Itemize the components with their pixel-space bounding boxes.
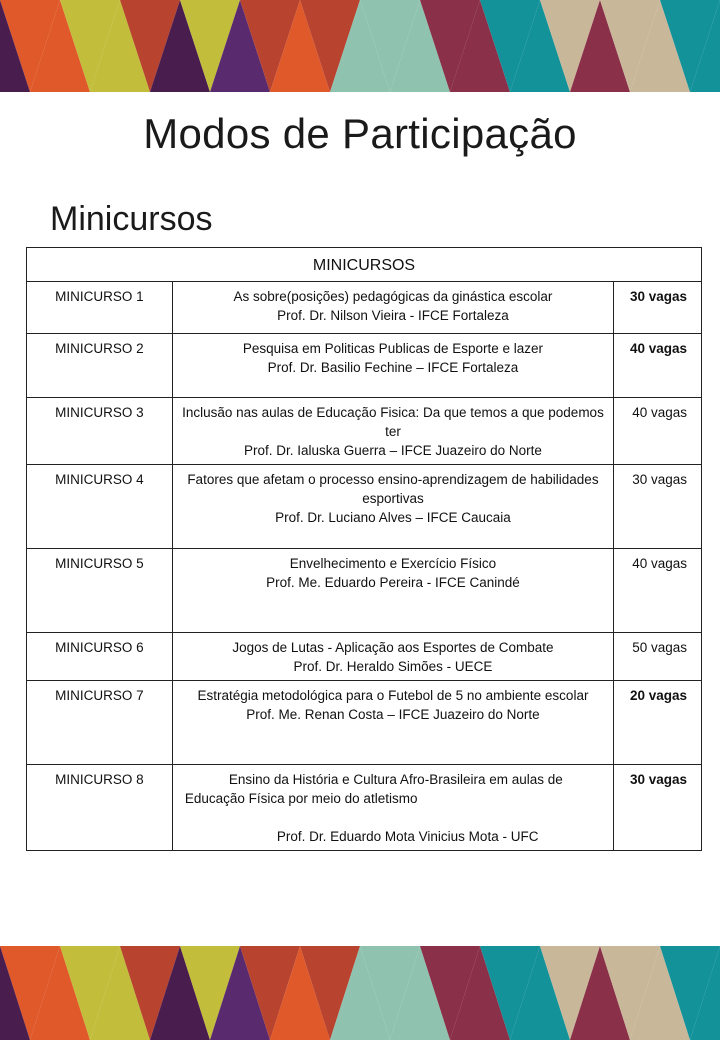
table-row	[27, 282, 702, 334]
course-description	[172, 398, 613, 465]
course-description	[172, 681, 613, 765]
course-name: MINICURSO 7	[27, 681, 173, 765]
course-description	[172, 765, 613, 851]
course-description	[172, 334, 613, 398]
course-instructor: Prof. Me. Eduardo Pereira - IFCE Canindé	[266, 575, 520, 590]
course-description	[172, 549, 613, 633]
course-description	[172, 633, 613, 681]
course-vagas: 30 vagas	[614, 282, 702, 334]
course-name: MINICURSO 2	[27, 334, 173, 398]
course-vagas: 30 vagas	[614, 765, 702, 851]
course-name: MINICURSO 4	[27, 465, 173, 549]
course-instructor: Prof. Dr. Ialuska Guerra – IFCE Juazeiro do Norte	[244, 443, 542, 458]
course-instructor: Prof. Dr. Eduardo Mota Vinicius Mota - UFC	[276, 829, 539, 844]
course-title: Ensino da História e Cultura Afro-Brasileira em aulas de Educação Física por meio do atletismo	[184, 772, 563, 806]
course-vagas: 50 vagas	[614, 633, 702, 681]
course-vagas: 40 vagas	[614, 398, 702, 465]
course-title: Inclusão nas aulas de Educação Fisica: Da que temos a que podemos ter	[182, 405, 604, 439]
top-decorative-banner	[0, 0, 720, 92]
triangle-pattern-top	[0, 0, 720, 92]
table-row	[27, 765, 702, 851]
course-title: Jogos de Lutas - Aplicação aos Esportes de Combate	[232, 640, 554, 655]
course-title: Estratégia metodológica para o Futebol de 5 no ambiente escolar	[197, 688, 589, 703]
course-instructor: Prof. Me. Renan Costa – IFCE Juazeiro do Norte	[246, 707, 540, 722]
triangle-pattern-bottom	[0, 946, 720, 1040]
minicursos-table	[26, 247, 702, 851]
table-row	[27, 465, 702, 549]
course-instructor: Prof. Dr. Luciano Alves – IFCE Caucaia	[275, 510, 511, 525]
course-vagas: 30 vagas	[614, 465, 702, 549]
course-name: MINICURSO 5	[27, 549, 173, 633]
table-header: MINICURSOS	[27, 248, 702, 282]
course-name: MINICURSO 8	[27, 765, 173, 851]
course-name: MINICURSO 3	[27, 398, 173, 465]
table-row	[27, 633, 702, 681]
page-title: Modos de Participação	[143, 110, 577, 157]
table-header-row	[27, 248, 702, 282]
course-title: As sobre(posições) pedagógicas da ginástica escolar	[233, 289, 553, 304]
course-vagas: 40 vagas	[614, 549, 702, 633]
section-heading: Minicursos	[50, 200, 213, 238]
course-title: Envelhecimento e Exercício Físico	[289, 556, 497, 571]
course-instructor: Prof. Dr. Heraldo Simões - UECE	[293, 659, 493, 674]
course-vagas: 20 vagas	[614, 681, 702, 765]
course-title: Fatores que afetam o processo ensino-aprendizagem de habilidades esportivas	[187, 472, 599, 506]
course-description	[172, 282, 613, 334]
course-name: MINICURSO 6	[27, 633, 173, 681]
course-title: Pesquisa em Politicas Publicas de Esporte e lazer	[242, 341, 544, 356]
table-row	[27, 549, 702, 633]
course-instructor: Prof. Dr. Basilio Fechine – IFCE Fortaleza	[267, 360, 519, 375]
course-name: MINICURSO 1	[27, 282, 173, 334]
course-vagas: 40 vagas	[614, 334, 702, 398]
table-row	[27, 681, 702, 765]
table-row	[27, 398, 702, 465]
bottom-decorative-banner	[0, 946, 720, 1040]
course-instructor: Prof. Dr. Nilson Vieira - IFCE Fortaleza	[277, 308, 509, 323]
table-row	[27, 334, 702, 398]
line-spacer	[185, 808, 607, 827]
course-description	[172, 465, 613, 549]
